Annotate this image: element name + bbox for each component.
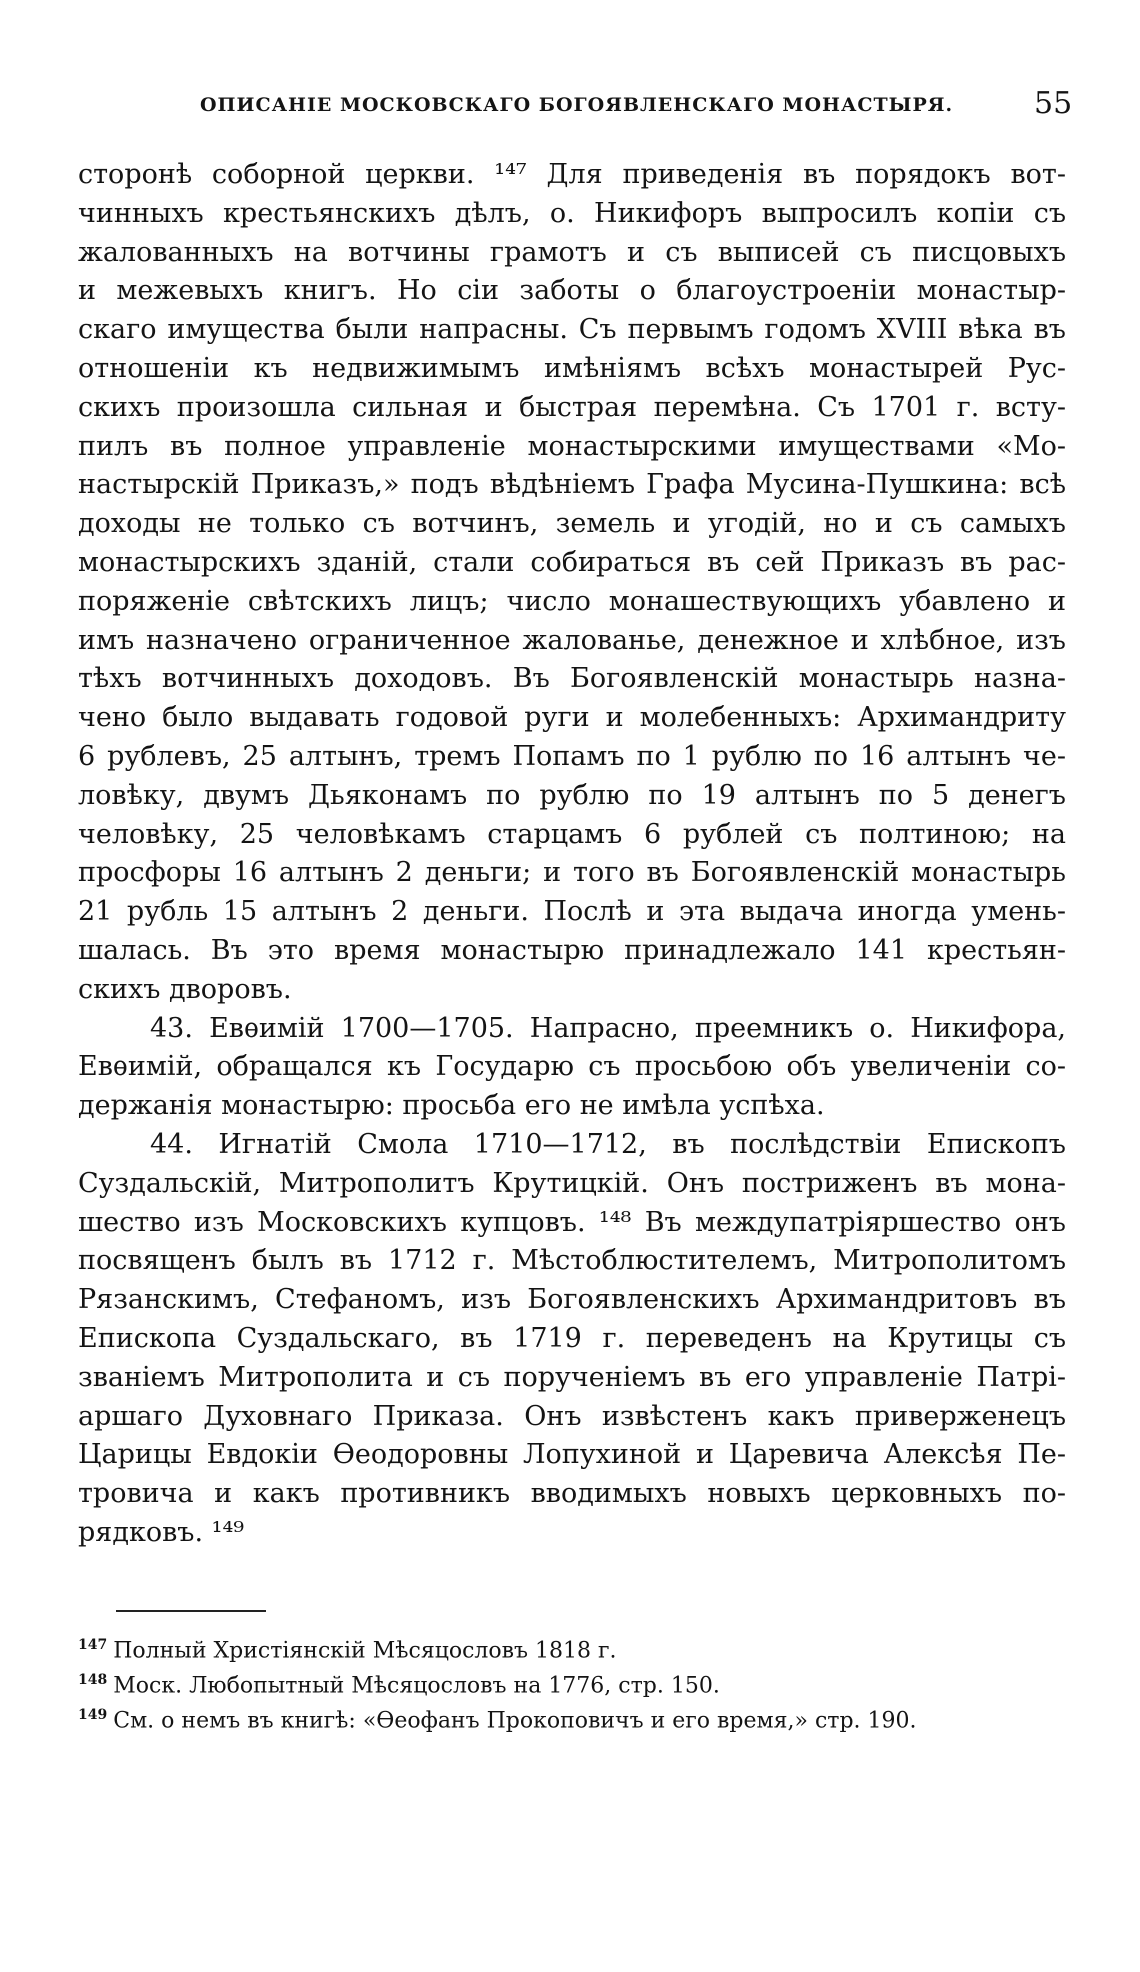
footnote-number: 149 [78, 1707, 108, 1723]
text-line: отношеніи къ недвижимымъ имѣніямъ всѣхъ монастырей Рус- [78, 352, 1066, 384]
text-line: доходы не только съ вотчинъ, земель и угодій, но и съ самыхъ [78, 508, 1066, 540]
footnote-divider [116, 1610, 266, 1612]
text-line: скихъ произошла сильная и быстрая перемѣна. Съ 1701 г. всту- [78, 391, 1066, 423]
text-line: званіемъ Митрополита и съ порученіемъ въ его управленіе Патрі- [78, 1361, 1066, 1393]
footnotes [78, 1628, 1066, 1733]
text-line: посвященъ былъ въ 1712 г. Мѣстоблюстителемъ, Митрополитомъ [78, 1245, 1066, 1277]
text-line: имъ назначено ограниченное жалованье, денежное и хлѣбное, изъ [78, 624, 1066, 656]
text-line: держанія монастырю: просьба его не имѣла успѣха. [78, 1090, 825, 1122]
text-line: сторонѣ соборной церкви. ¹⁴⁷ Для приведенія въ порядокъ вот- [78, 159, 1066, 190]
footnote-number: 147 [78, 1637, 108, 1653]
text-line: Епископа Суздальскаго, въ 1719 г. переведенъ на Крутицы съ [78, 1322, 1066, 1354]
text-line: Рязанскимъ, Стефаномъ, изъ Богоявленскихъ Архимандритовъ въ [78, 1284, 1066, 1316]
footnote [78, 1628, 1066, 1663]
text-line: и межевыхъ книгъ. Но сіи заботы о благоустроеніи монастыр- [78, 275, 1066, 307]
text-line: шалась. Въ это время монастырю принадлежало 141 крестьян- [78, 934, 1066, 966]
text-line: чено было выдавать годовой руги и молебенныхъ: Архимандриту [78, 702, 1066, 734]
text-line: рядковъ. ¹⁴⁹ [78, 1516, 245, 1548]
text-line: просфоры 16 алтынъ 2 деньги; и того въ Богоявленскій монастырь [78, 857, 1066, 889]
text-line: пилъ въ полное управленіе монастырскими имуществами «Мо- [78, 430, 1066, 462]
text-line: настырскій Приказъ,» подъ вѣдѣніемъ Графа Мусина-Пушкина: всѣ [78, 469, 1066, 501]
footnote-text: См. о немъ въ книгѣ: «Ѳеофанъ Прокоповичъ и его время,» стр. 190. [113, 1708, 917, 1734]
section-heading-line: 44. Игнатій Смола 1710—1712, въ послѣдствіи Епископъ [150, 1128, 1066, 1160]
text-line: аршаго Духовнаго Приказа. Онъ извѣстенъ какъ приверженецъ [78, 1400, 1066, 1432]
text-line: 6 рублевъ, 25 алтынъ, тремъ Попамъ по 1 рублю по 16 алтынъ че- [78, 740, 1066, 772]
footnote-text: Моск. Любопытный Мѣсяцословъ на 1776, стр. 150. [113, 1673, 720, 1699]
text-line: шество изъ Московскихъ купцовъ. ¹⁴⁸ Въ междупатріяршество онъ [78, 1206, 1066, 1238]
footnote [78, 1698, 1066, 1733]
text-line: 21 рубль 15 алтынъ 2 деньги. Послѣ и эта выдача иногда умень- [78, 896, 1066, 928]
running-title: ОПИСАНІЕ МОСКОВСКАГО БОГОЯВЛЕНСКАГО МОНАСТЫРЯ. [200, 94, 954, 116]
text-line: скихъ дворовъ. [78, 973, 292, 1005]
text-line: тѣхъ вотчинныхъ доходовъ. Въ Богоявленскій монастырь назна- [78, 663, 1066, 695]
text-line: человѣку, 25 человѣкамъ старцамъ 6 рублей съ полтиною; на [78, 818, 1066, 850]
text-line: монастырскихъ зданій, стали собираться въ сей Приказъ въ рас- [78, 546, 1066, 578]
section-heading-line: 43. Евѳимій 1700—1705. Напрасно, преемникъ о. Никифора, [150, 1012, 1066, 1044]
main-text [78, 156, 1066, 1553]
text-line: Царицы Евдокіи Ѳеодоровны Лопухиной и Царевича Алексѣя Пе- [78, 1439, 1066, 1471]
text-line: тровича и какъ противникъ вводимыхъ новыхъ церковныхъ по- [78, 1478, 1066, 1510]
footnote-text: Полный Христіянскій Мѣсяцословъ 1818 г. [113, 1638, 617, 1664]
footnote-number: 148 [78, 1672, 108, 1688]
text-line: ловѣку, двумъ Дьяконамъ по рублю по 19 алтынъ по 5 денегъ [78, 779, 1066, 811]
text-line: жалованныхъ на вотчины грамотъ и съ выписей съ писцовыхъ [78, 236, 1066, 268]
text-line: чинныхъ крестьянскихъ дѣлъ, о. Никифоръ выпросилъ копіи съ [78, 197, 1066, 229]
page-number: 55 [1034, 86, 1073, 121]
text-line: поряженіе свѣтскихъ лицъ; число монашествующихъ убавлено и [78, 585, 1066, 617]
footnote [78, 1663, 1066, 1698]
text-line: скаго имущества были напрасны. Съ первымъ годомъ XVIII вѣка въ [78, 314, 1066, 346]
text-line: Суздальскій, Митрополитъ Крутицкій. Онъ постриженъ въ мона- [78, 1167, 1066, 1199]
text-line: Евѳимій, обращался къ Государю съ просьбою объ увеличеніи со- [78, 1051, 1066, 1083]
